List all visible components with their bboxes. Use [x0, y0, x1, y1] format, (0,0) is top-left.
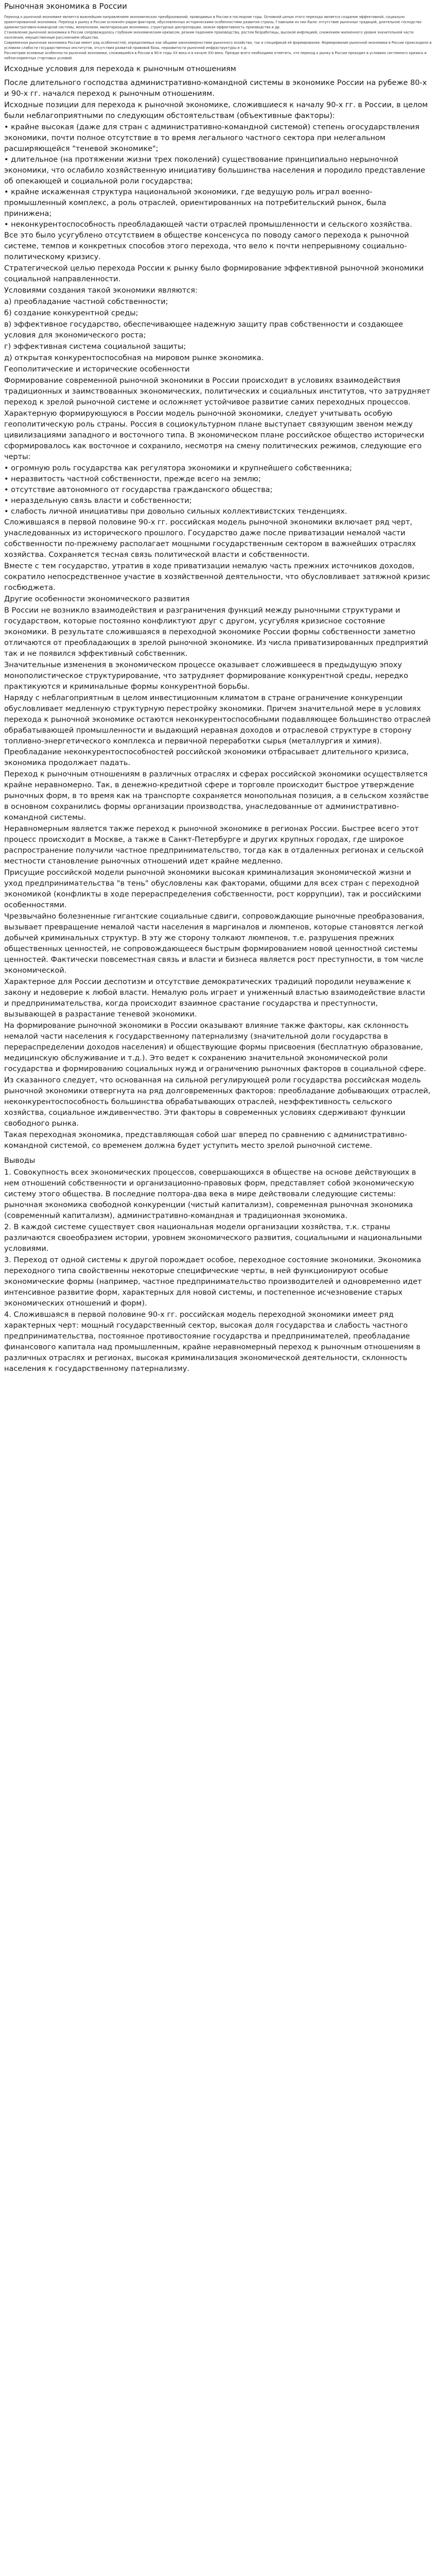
conclusion-title: Выводы — [4, 1157, 36, 1165]
bullet-item: • крайне искаженная структура национальной экономики, где ведущую роль играл военно-промышленный комплекс, а роль отраслей, ориентированных на потребительский рынок, была принижена; — [4, 187, 432, 219]
section-title: Исходные условия для перехода к рыночным отношениям — [4, 65, 236, 73]
paragraph: После длительного господства административно-командной системы в экономике России на рубеже 80-х и 90-х гг. начался переход к рыночным отношениям. — [4, 79, 427, 98]
paragraph: а) преобладание частной собственности; — [4, 298, 168, 306]
bullet-item: • слабость личной инициативы при довольно сильных коллективистских тенденциях. — [4, 506, 432, 517]
paragraph: На формирование рыночной экономики в России оказывают влияние также факторы, как склонность немалой части населения к государственному патернализму (значительной доли государства в перераспределении доходов населения) и обществующие формы присвоения (бесплатную образование, медицинскую обслуживание и т.д.). Это ведет к сохранению значительной экономической роли государства и формированию социальных нужд и ограничению рыночных факторов в социальной сфере. — [4, 1022, 426, 1073]
article-body — [4, 78, 432, 1151]
conclusion-item: 4. Сложившаяся в первой половине 90-х гг. российская модель переходной экономики имеет ряд характерных черт: мощный государственный сектор, высокая доля государства и слабость частного предпринимательства, постоянное противостояние государства и предпринимателей, преобладание финансового капитала над промышленным, крайне неравномерный переход к рыночным отношениям в различных отраслях и регионах, высокая криминализация экономической деятельности, склонность населения к государственному патернализму. — [4, 1311, 421, 1373]
conclusion-item: 1. Совокупность всех экономических процессов, совершающихся в обществе на основе действующих в нем отношений собственности и организационно-правовых форм, представляет собой экономическую систему этого общества. В последние полтора-два века в мире действовали следующие системы: рыночная экономика свободной конкуренции (чистый капитализм), современная рыночная экономика (современный капитализм), административно-командная и традиционная экономика. — [4, 1168, 416, 1220]
paragraph: Наряду с неблагоприятным в целом инвестиционным климатом в стране ограничение конкуренции обусловливает медленную структурную перестройку экономики. Причем значительной мере в условиях перехода к рыночной экономике остаются неконкурентоспособными подавляющее большинство отраслей обрабатывающей промышленности и выдающий неравная доходов и отраслевой структуре в сторону топливно-энергетического комплекса и первичной переработки сырья (металлургия и химия). Преобладание неконкурентоспособностей российской экономики отбрасывает длительного кризиса, экономика продолжает падать. — [4, 694, 431, 767]
bullet-list — [4, 122, 432, 230]
conclusion-item: 2. В каждой системе существует своя национальная модели организации хозяйства, т.к. страны различаются своеобразием истории, уровнем экономического развития, социальными и национальными условиями. — [4, 1223, 422, 1253]
conclusion-item: 3. Переход от одной системы к другой порождает особое, переходное состояние экономики. Экономика переходного типа свойственны некоторые специфические черты, в ней функционируют особые экономические формы (например, частное предпринимательство производителей и одновременно идет интенсивное развитие форм, характерных для новой системы, и постепенное исчезновение старых экономических отношений и форм). — [4, 1256, 422, 1308]
paragraph: Все это было усугублено отсутствием в обществе консенсуса по поводу самого перехода к рыночной системе, темпов и конкретных способов этого перехода, что вело к почти непрерывному социально-политическому кризису. — [4, 231, 409, 261]
paragraph: Присущие российской модели рыночной экономики высокая криминализация экономической жизни и уход предпринимательства "в тень" обусловлены как факторами, общими для всех стран с переходной экономикой (конфликты в ходе перераспределения собственности, рост коррупции), так и российскими особенностями. — [4, 869, 422, 909]
paragraph: Другие особенности экономического развития — [4, 595, 190, 603]
paragraph: Характерное для России деспотизм и отсутствие демократических традиций породили неуважение к закону и недоверие к любой власти. Немалую роль играет и униженный властью взаимодействие власти и предпринимательства, когда происходит взаимное срастание государства и преступности, вызывающей в разрастание теневой экономики. — [4, 978, 425, 1019]
bullet-item: • длительное (на протяжении жизни трех поколений) существование принципиально нерыночной экономики, что ослабило хозяйственную инициативу большинства населения и породило представление об опекающей и социальной роли государства; — [4, 155, 432, 187]
intro-paragraph: Становление рыночной экономики в России сопровождалось глубоким экономическим кризисом, резким падением производства, ростом безработицы, высокой инфляцией, снижением жизненного уровня значительной части населения, имущественным расслоением общества. — [4, 30, 414, 40]
subheading: Геополитические и исторические особенности — [4, 365, 190, 374]
intro-paragraphs — [4, 14, 432, 61]
intro-paragraph: Современная рыночная экономика России имеет ряд особенностей, определяемых как общими закономерностями рыночного хозяйства, так и спецификой её формирования. Формирование рыночной экономики в России происходило в условиях слабости государственных институтов, отсутствия развитой правовой базы, неразвитости рыночной инфраструктуры и т.д. — [4, 41, 432, 50]
paragraph: б) создание конкурентной среды; — [4, 309, 138, 317]
paragraph: Неравномерным является также переход к рыночной экономике в регионах России. Быстрее всего этот процесс происходит в Москве, а также в Санкт-Петербурге и других крупных городах, где широкое распространение получили частное предпринимательство, тогда как в отдаленных регионах и сельской местности становление рыночных отношений идет крайне медленно. — [4, 825, 424, 866]
bullet-item: • неразвитость частной собственности, прежде всего на землю; — [4, 474, 432, 485]
page-title: Рыночная экономика в России — [4, 2, 127, 11]
paragraph: в) эффективное государство, обеспечивающее надежную защиту прав собственности и создающее условия для экономического роста; — [4, 320, 404, 340]
paragraph: Значительные изменения в экономическом процессе оказывает сложившееся в предыдущую эпоху монополистическое структурирование, что затрудняет формирование конкурентной среды, нередко практикуются и криминальные формы конкурентной борьбы. — [4, 661, 408, 691]
paragraph: Вместе с тем государство, утратив в ходе приватизации немалую часть прежних источников доходов, сократило непосредственное участие в хозяйственной деятельности, что обусловливает затяжной кризис госбюджета. — [4, 562, 430, 592]
intro-paragraph: Переход к рыночной экономике является важнейшим направлением экономических преобразований, проводимых в России в последние годы. Основной целью этого перехода является создание эффективной, социально ориентированной экономики. Переход к рынку в России осложнён рядом факторов, обусловленных историческими особенностями развития страны. Главными из них были: отсутствие рыночных традиций, длительное господство административно-командной системы, монополизм, милитаризация экономики, структурные диспропорции, низкая эффективность производства и др. — [4, 15, 422, 29]
paragraph: Из сказанного следует, что основанная на сильной регулирующей роли государства российская модель рыночной экономики отвергнута на ряд долговременных факторов: преобладание добывающих отраслей, неконкурентоспособность большинства обрабатывающих отраслей, неэффективность сельского хозяйства, социальное иждивенчество. Эти факторы в современных условиях сдерживают функции свободного рынка. — [4, 1076, 431, 1128]
paragraph: Сложившаяся в первой половине 90-х гг. российская модель рыночной экономики включает ряд черт, унаследованных из исторического прошлого. Государство даже после приватизации немалой части собственности по-прежнему располагает мощными государственным сектором в важнейших отраслях хозяйства. Сохраняется тесная связь политической власти и собственности. — [4, 518, 416, 559]
bullet-item: • крайне высокая (даже для стран с административно-командной системой) степень огосударствления экономики, почти полное отсутствие в то время легального частного сектора при нелегальном расширяющейся "теневой экономике"; — [4, 122, 432, 155]
paragraph: Формирование современной рыночной экономики в России происходит в условиях взаимодействия традиционных и заимствованных экономических, политических и социальных институтов, что затрудняет переход к зрелой рыночной системе и осложняет устойчивое развитие самих переходных процессов. — [4, 377, 430, 406]
bullet-item: • огромную роль государства как регулятора экономики и крупнейшего собственника; — [4, 463, 432, 474]
paragraph: Характерную формирующуюся в России модель рыночной экономики, следует учитывать особую геополитическую роль страны. Россия в социокультурном плане выступает связующим звеном между цивилизациями западного и восточного типа. В экономическом плане российское общество исторически сформировалось как восточное и сохранило, несмотря на смену политических режимов, следующие его черты: — [4, 410, 425, 461]
paragraph: Исходные позиции для перехода к рыночной экономике, сложившиеся к началу 90-х гг. в России, в целом были неблагоприятными по следующим обстоятельствам (объективные факторы): — [4, 101, 428, 120]
paragraph: г) эффективная система социальной защиты; — [4, 343, 186, 351]
bullet-item: • нераздельную связь власти и собственности; — [4, 496, 432, 506]
bullet-item: • отсутствие автономного от государства гражданского общества; — [4, 485, 432, 496]
bullet-item: • неконкурентоспособность преобладающей части отраслей промышленности и сельского хозяйства. — [4, 219, 432, 230]
intro-paragraph: Рассмотрим основные особенности рыночной экономики, сложившейся в России в 90-е годы XX века и в начале XXI века. Прежде всего необходимо отметить, что переход к рынку в России проходил в условиях системного кризиса и неблагоприятных стартовых условий. — [4, 51, 427, 60]
paragraph: д) открытая конкурентоспособная на мировом рынке экономика. — [4, 354, 264, 362]
paragraph: Стратегической целью перехода России к рынку было формирование эффективной рыночной экономики социальной направленности. — [4, 264, 424, 283]
paragraph: Переход к рыночным отношениям в различных отраслях и сферах российской экономики осуществляется крайне неравномерно. Так, в денежно-кредитной сфере и торговле происходит быстрое утверждение рыночных форм, в то время как на транспорте сохраняется монопольная позиция, а в сельском хозяйстве в основном сохранились формы организации производства, унаследованные от административно-командной системы. — [4, 770, 429, 822]
paragraph: Такая переходная экономика, представляющая собой шаг вперед по сравнению с административно-командной системой, со временем должна будет уступить место зрелой рыночной системе. — [4, 1131, 407, 1150]
bullet-list — [4, 463, 432, 517]
paragraph: Условиями создания такой экономики являются: — [4, 286, 198, 295]
paragraph: В России не возникло взаимодействия и разграничения функций между рыночными структурами и государством, которые постоянно конфликтуют друг с другом, усугубляя кризисное состояние экономики. В результате сложившаяся в переходной экономике России формы собственности заметно отличаются от преобладающих в зрелой рыночной экономике. Из числа приватизированных предприятий так и не появился эффективный собственник. — [4, 606, 428, 658]
conclusion-list — [4, 1167, 432, 1375]
paragraph: Чрезвычайно болезненные гигантские социальные сдвиги, сопровождающие рыночные преобразования, вызывает превращение немалой части населения в маргиналов и люмпенов, которые становятся легкой добычей криминальных структур. В эту же сторону толкают люмпенов, т.е. разрушения прежних общественных ценностей, не сопровождающееся быстрым формированием новой ценностной системы ценностей. Фактически повсеместная связь и власти и бизнеса является рост преступности, в том числе экономической. — [4, 912, 425, 975]
